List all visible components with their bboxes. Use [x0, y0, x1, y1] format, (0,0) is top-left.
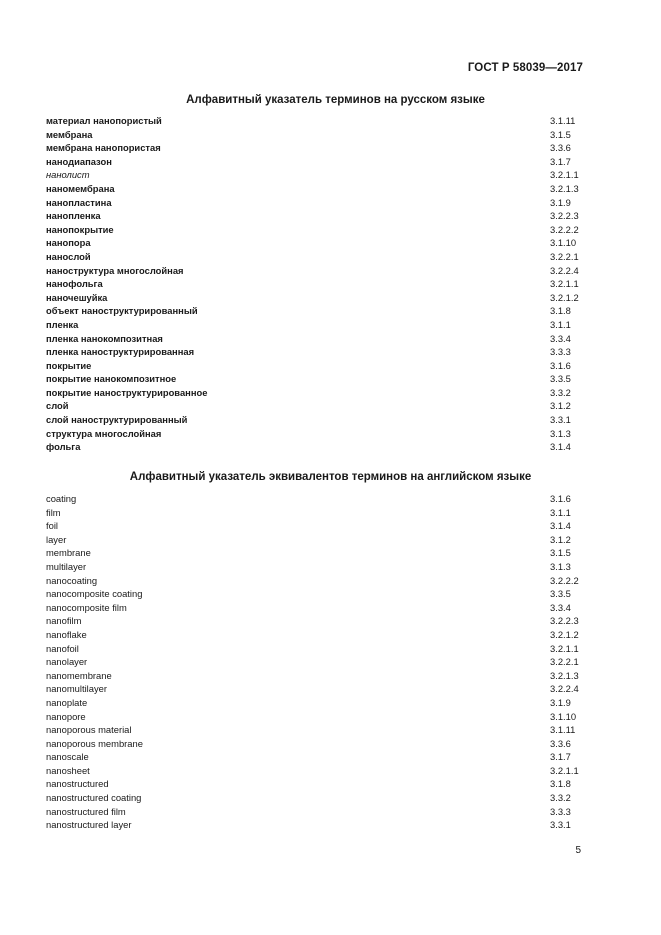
term-section-number: 3.3.1: [550, 819, 571, 831]
page-number: 5: [575, 845, 581, 856]
term-name: nanocomposite film: [46, 601, 127, 613]
term-section-number: 3.3.2: [550, 386, 571, 398]
term-section-number: 3.2.2.3: [550, 210, 579, 222]
term-section-number: 3.2.1.2: [550, 628, 579, 640]
list-item: [46, 628, 586, 642]
term-name: nanopore: [46, 710, 86, 722]
term-section-number: 3.1.2: [550, 400, 571, 412]
term-section-number: 3.2.2.3: [550, 615, 579, 627]
term-name: nanoscale: [46, 751, 89, 763]
list-item: [46, 723, 586, 737]
term-name: наномембрана: [46, 182, 115, 194]
term-name: наноструктура многослойная: [46, 264, 184, 276]
term-section-number: 3.1.8: [550, 778, 571, 790]
term-name: слой наноструктурированный: [46, 414, 188, 426]
term-section-number: 3.1.10: [550, 710, 577, 722]
term-name: nanolayer: [46, 656, 88, 668]
term-section-number: 3.2.1.1: [550, 278, 579, 290]
english-index-title: Алфавитный указатель эквивалентов терминов на английском языке: [129, 471, 532, 483]
list-item: [46, 574, 586, 588]
term-name: nanofoil: [46, 642, 79, 654]
list-item: [46, 805, 586, 819]
list-item: [46, 696, 586, 710]
list-item: [46, 682, 586, 696]
list-item: [46, 345, 586, 359]
list-item: [46, 399, 586, 413]
list-item: [46, 642, 586, 656]
english-term-list: [46, 492, 586, 832]
term-section-number: 3.1.9: [550, 696, 571, 708]
list-item: [46, 264, 586, 278]
term-name: покрытие нанокомпозитное: [46, 373, 177, 385]
term-name: нанопокрытие: [46, 223, 114, 235]
term-section-number: 3.1.11: [550, 115, 576, 126]
term-name: nanocoating: [46, 574, 98, 586]
term-section-number: 3.2.2.2: [550, 223, 579, 235]
list-item: [46, 710, 586, 724]
term-name: фольга: [46, 441, 81, 453]
term-section-number: 3.1.5: [550, 128, 571, 140]
term-name: наночешуйка: [46, 291, 108, 303]
term-name: nanomembrane: [46, 669, 112, 681]
term-name: структура многослойная: [46, 427, 162, 439]
list-item: [46, 413, 586, 427]
list-item: [46, 587, 586, 601]
term-name: nanoflake: [46, 628, 87, 640]
term-name: membrane: [46, 547, 91, 559]
list-item: [46, 818, 586, 832]
term-section-number: 3.2.2.1: [550, 250, 579, 262]
list-item: [46, 519, 586, 533]
list-item: [46, 372, 586, 386]
term-name: nanoporous membrane: [46, 737, 143, 749]
list-item: [46, 291, 586, 305]
list-item: [46, 196, 586, 210]
list-item: [46, 236, 586, 250]
list-item: [46, 155, 586, 169]
term-section-number: 3.2.1.1: [550, 642, 579, 654]
term-name: пленка нанокомпозитная: [46, 332, 163, 344]
term-section-number: 3.3.6: [550, 737, 571, 749]
term-name: nanosheet: [46, 764, 90, 776]
term-section-number: 3.3.5: [550, 588, 571, 600]
term-name: объект наноструктурированный: [46, 305, 198, 317]
list-item: [46, 777, 586, 791]
term-section-number: 3.1.1: [550, 506, 571, 518]
term-name: nanofilm: [46, 615, 82, 627]
list-item: [46, 209, 586, 223]
list-item: [46, 614, 586, 628]
document-code: ГОСТ Р 58039—2017: [467, 62, 583, 74]
list-item: [46, 440, 586, 454]
term-name: слой: [46, 400, 69, 412]
list-item: [46, 655, 586, 669]
term-section-number: 3.1.10: [550, 237, 577, 249]
term-section-number: 3.2.1.3: [550, 182, 579, 194]
term-section-number: 3.1.5: [550, 547, 571, 559]
list-item: [46, 250, 586, 264]
term-name: материал нанопористый: [46, 115, 162, 126]
term-name: мембрана нанопористая: [46, 142, 161, 154]
list-item: [46, 427, 586, 441]
term-name: coating: [46, 493, 77, 504]
term-section-number: 3.1.3: [550, 427, 571, 439]
term-name: пленка наноструктурированная: [46, 346, 195, 358]
term-section-number: 3.3.4: [550, 601, 571, 613]
list-item: [46, 764, 586, 778]
list-item: [46, 669, 586, 683]
term-name: покрытие: [46, 359, 92, 371]
term-section-number: 3.3.5: [550, 373, 571, 385]
term-section-number: 3.1.2: [550, 533, 571, 545]
term-name: нанопора: [46, 237, 91, 249]
term-name: нанослой: [46, 250, 91, 262]
term-section-number: 3.2.2.1: [550, 656, 579, 668]
term-section-number: 3.2.1.1: [550, 764, 579, 776]
term-section-number: 3.3.3: [550, 346, 571, 358]
list-item: [46, 128, 586, 142]
term-name: нанодиапазон: [46, 155, 112, 167]
term-section-number: 3.3.4: [550, 332, 571, 344]
term-section-number: 3.2.2.4: [550, 683, 579, 695]
list-item: [46, 506, 586, 520]
list-item: [46, 141, 586, 155]
term-name: нанопластина: [46, 196, 112, 208]
term-name: мембрана: [46, 128, 93, 140]
list-item: [46, 318, 586, 332]
list-item: [46, 168, 586, 182]
term-name: пленка: [46, 318, 79, 330]
term-section-number: 3.3.3: [550, 805, 571, 817]
russian-term-list: [46, 114, 586, 454]
list-item: [46, 304, 586, 318]
term-section-number: 3.1.6: [550, 359, 571, 371]
term-section-number: 3.2.1.3: [550, 669, 579, 681]
term-name: nanostructured film: [46, 805, 126, 817]
term-name: multilayer: [46, 560, 87, 572]
list-item: [46, 277, 586, 291]
list-item: [46, 386, 586, 400]
term-name: nanocomposite coating: [46, 588, 143, 600]
term-name: nanoporous material: [46, 724, 132, 736]
list-item: [46, 182, 586, 196]
term-name: nanomultilayer: [46, 683, 107, 695]
term-section-number: 3.1.7: [550, 155, 571, 167]
term-name: покрытие наноструктурированное: [46, 386, 208, 398]
list-item: [46, 791, 586, 805]
list-item: [46, 546, 586, 560]
term-section-number: 3.2.2.2: [550, 574, 579, 586]
term-name: nanostructured layer: [46, 819, 132, 831]
term-name: nanostructured coating: [46, 792, 142, 804]
term-name: нанопленка: [46, 210, 101, 222]
term-section-number: 3.1.9: [550, 196, 571, 208]
term-name: layer: [46, 533, 67, 545]
term-section-number: 3.1.7: [550, 751, 571, 763]
term-name: нанолист: [46, 169, 90, 181]
term-section-number: 3.3.6: [550, 142, 571, 154]
list-item: [46, 114, 586, 128]
term-section-number: 3.2.2.4: [550, 264, 579, 276]
list-item: [46, 560, 586, 574]
list-item: [46, 223, 586, 237]
list-item: [46, 601, 586, 615]
term-name: nanostructured: [46, 778, 109, 790]
term-section-number: 3.1.4: [550, 441, 571, 453]
term-section-number: 3.2.1.2: [550, 291, 579, 303]
term-section-number: 3.1.3: [550, 560, 571, 572]
term-section-number: 3.2.1.1: [550, 169, 579, 181]
list-item: [46, 533, 586, 547]
term-name: nanoplate: [46, 696, 88, 708]
term-name: film: [46, 506, 61, 518]
term-section-number: 3.3.1: [550, 414, 571, 426]
term-section-number: 3.1.1: [550, 318, 571, 330]
list-item: [46, 750, 586, 764]
russian-index-title: Алфавитный указатель терминов на русском языке: [186, 94, 485, 106]
term-section-number: 3.1.6: [550, 493, 571, 504]
list-item: [46, 737, 586, 751]
list-item: [46, 359, 586, 373]
term-section-number: 3.3.2: [550, 792, 571, 804]
list-item: [46, 332, 586, 346]
term-name: foil: [46, 520, 58, 532]
term-section-number: 3.1.8: [550, 305, 571, 317]
term-section-number: 3.1.11: [550, 724, 576, 736]
list-item: [46, 492, 586, 506]
term-section-number: 3.1.4: [550, 520, 571, 532]
term-name: нанофольга: [46, 278, 103, 290]
